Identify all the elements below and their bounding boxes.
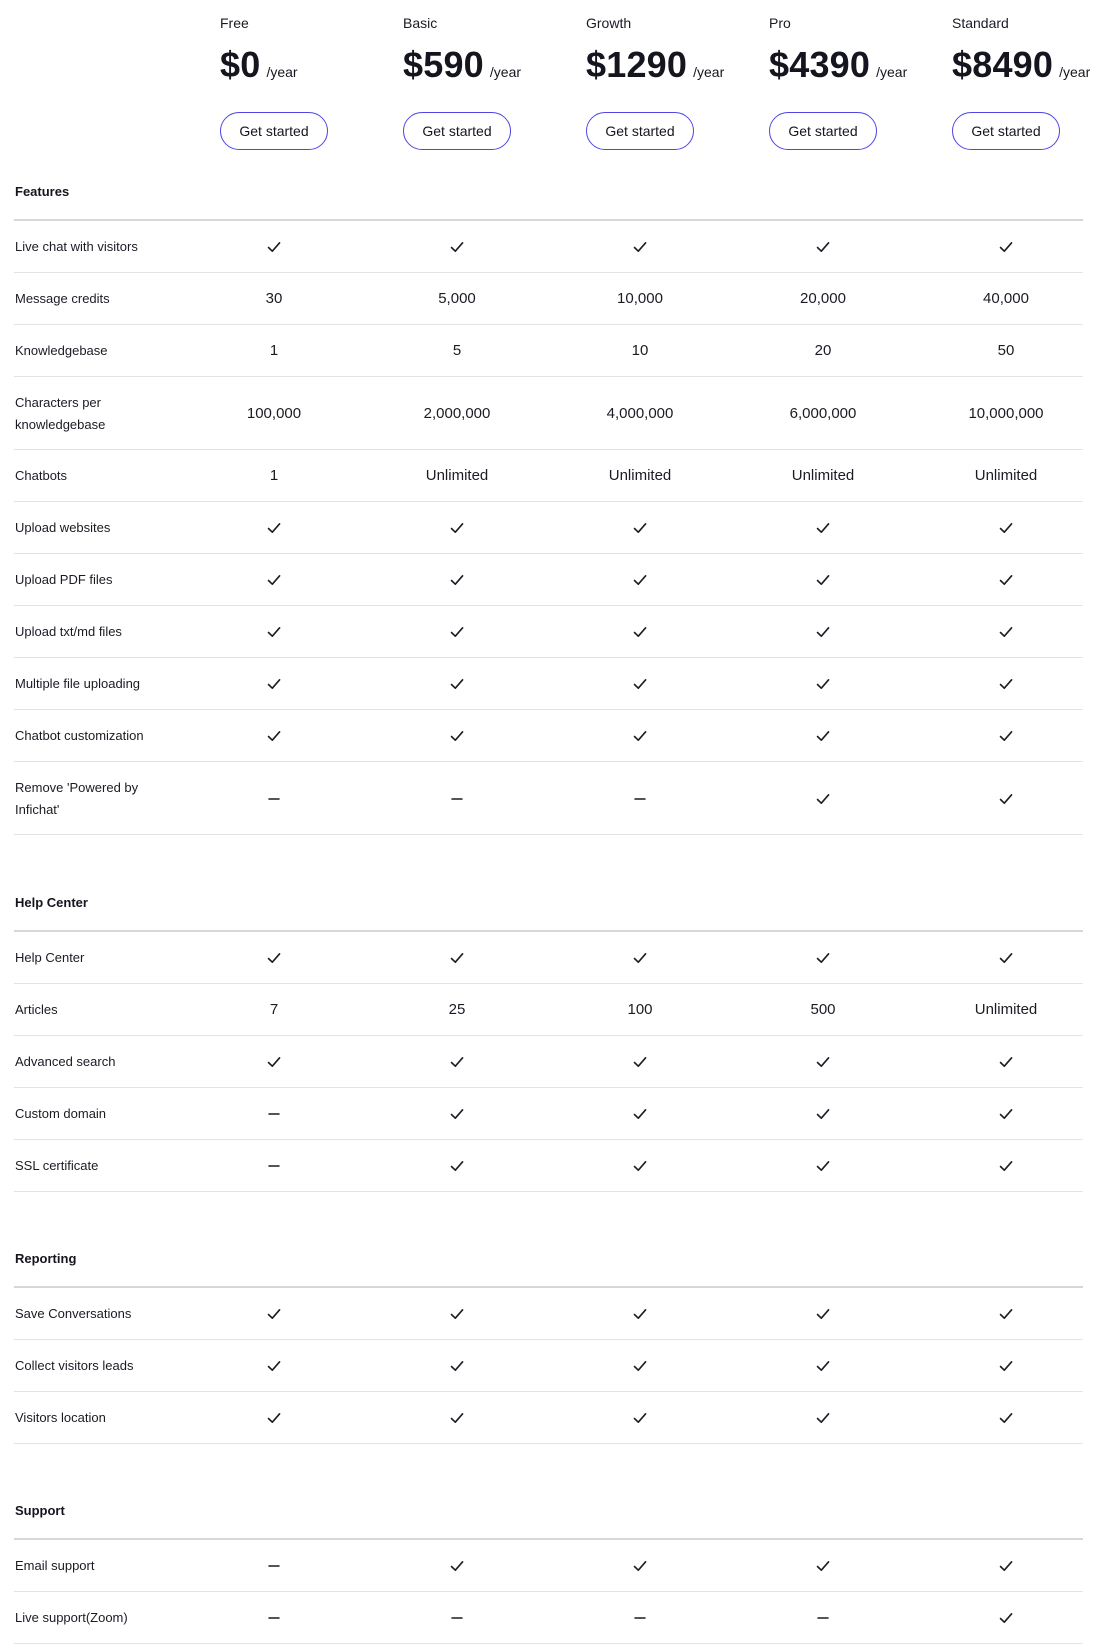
plan-basic <box>403 14 585 139</box>
plan-price: $1290 <box>586 44 688 85</box>
dash-icon <box>199 1158 349 1174</box>
feature-value: 10,000 <box>617 290 663 307</box>
row-divider <box>14 449 1083 450</box>
check-icon <box>931 1358 1081 1374</box>
row-divider <box>14 1191 1083 1192</box>
dash-icon <box>565 1610 715 1626</box>
feature-label: Remove 'Powered by Infichat' <box>15 779 139 817</box>
get-started-button-free[interactable]: Get started <box>220 112 328 150</box>
row-divider <box>14 501 1083 502</box>
check-icon <box>748 1106 898 1122</box>
check-icon <box>931 1158 1081 1174</box>
check-icon <box>748 791 898 807</box>
section-divider <box>14 930 1083 932</box>
feature-value: Unlimited <box>608 467 672 484</box>
check-icon <box>931 572 1081 588</box>
check-icon <box>565 1054 715 1070</box>
row-divider <box>14 1139 1083 1140</box>
row-divider <box>14 709 1083 710</box>
feature-value: Unlimited <box>791 467 855 484</box>
check-icon <box>565 728 715 744</box>
row-divider <box>14 1087 1083 1088</box>
check-icon <box>565 572 715 588</box>
feature-value: 100,000 <box>246 404 302 422</box>
feature-label: Advanced search <box>15 1054 116 1069</box>
plan-name: Growth <box>586 15 632 31</box>
feature-value: 2,000,000 <box>423 404 491 422</box>
feature-value: 10 <box>631 342 649 359</box>
check-icon <box>382 676 532 692</box>
check-icon <box>931 1054 1081 1070</box>
section-divider <box>14 1538 1083 1540</box>
check-icon <box>931 1306 1081 1322</box>
feature-value: 25 <box>448 1001 466 1018</box>
feature-value: 5,000 <box>438 290 476 307</box>
feature-value: Unlimited <box>974 1001 1038 1018</box>
plan-period: /year <box>489 64 522 80</box>
check-icon <box>382 1558 532 1574</box>
check-icon <box>931 239 1081 255</box>
dash-icon <box>199 791 349 807</box>
plan-price-row <box>403 44 585 88</box>
feature-label: Multiple file uploading <box>15 676 141 691</box>
check-icon <box>199 1410 349 1426</box>
feature-label: Email support <box>15 1558 95 1573</box>
check-icon <box>382 950 532 966</box>
plan-name: Pro <box>769 15 791 31</box>
check-icon <box>199 1306 349 1322</box>
row-divider <box>14 1391 1083 1392</box>
plan-price: $0 <box>220 44 261 85</box>
check-icon <box>748 239 898 255</box>
check-icon <box>199 572 349 588</box>
check-icon <box>748 1306 898 1322</box>
plan-price-row <box>769 44 951 88</box>
feature-label: Collect visitors leads <box>15 1358 134 1373</box>
dash-icon <box>382 1610 532 1626</box>
dash-icon <box>565 791 715 807</box>
check-icon <box>748 1358 898 1374</box>
feature-value: 4,000,000 <box>606 404 674 422</box>
feature-value: Unlimited <box>425 467 489 484</box>
feature-value: 40,000 <box>983 290 1029 307</box>
plan-name: Free <box>220 15 249 31</box>
get-started-button-standard[interactable]: Get started <box>952 112 1060 150</box>
feature-value: 50 <box>997 342 1015 359</box>
row-divider <box>14 324 1083 325</box>
check-icon <box>565 1158 715 1174</box>
plan-name: Basic <box>403 15 438 31</box>
dash-icon <box>199 1610 349 1626</box>
row-divider <box>14 1443 1083 1444</box>
check-icon <box>748 676 898 692</box>
check-icon <box>748 624 898 640</box>
check-icon <box>931 1558 1081 1574</box>
section-divider <box>14 219 1083 221</box>
row-divider <box>14 553 1083 554</box>
feature-label: Visitors location <box>15 1410 106 1425</box>
feature-value: 20,000 <box>800 290 846 307</box>
row-divider <box>14 272 1083 273</box>
plan-pro <box>769 14 951 139</box>
feature-label: Live chat with visitors <box>15 239 138 254</box>
check-icon <box>199 728 349 744</box>
feature-label: Chatbots <box>15 468 68 483</box>
row-divider <box>14 1035 1083 1036</box>
check-icon <box>199 624 349 640</box>
check-icon <box>931 728 1081 744</box>
check-icon <box>199 1054 349 1070</box>
check-icon <box>565 1410 715 1426</box>
dash-icon <box>382 791 532 807</box>
feature-value: 20 <box>814 342 832 359</box>
dash-icon <box>199 1106 349 1122</box>
check-icon <box>931 1106 1081 1122</box>
check-icon <box>931 791 1081 807</box>
check-icon <box>931 624 1081 640</box>
get-started-button-basic[interactable]: Get started <box>403 112 511 150</box>
check-icon <box>931 520 1081 536</box>
feature-label: Upload websites <box>15 520 111 535</box>
check-icon <box>382 728 532 744</box>
row-divider <box>14 834 1083 835</box>
feature-value: 30 <box>265 290 283 307</box>
plan-growth <box>586 14 768 139</box>
feature-value: 100 <box>627 1001 653 1018</box>
check-icon <box>565 676 715 692</box>
check-icon <box>382 1410 532 1426</box>
plan-price-row <box>586 44 768 88</box>
plan-name: Standard <box>952 15 1009 31</box>
check-icon <box>748 572 898 588</box>
row-divider <box>14 605 1083 606</box>
check-icon <box>199 520 349 536</box>
plan-price: $590 <box>403 44 484 85</box>
check-icon <box>748 950 898 966</box>
row-divider <box>14 761 1083 762</box>
feature-value: 6,000,000 <box>789 404 857 422</box>
get-started-button-growth[interactable]: Get started <box>586 112 694 150</box>
check-icon <box>382 1158 532 1174</box>
check-icon <box>565 1358 715 1374</box>
plan-period: /year <box>693 64 725 80</box>
check-icon <box>565 1106 715 1122</box>
check-icon <box>382 1054 532 1070</box>
feature-label: Upload txt/md files <box>15 624 122 639</box>
feature-value: 7 <box>269 1001 279 1018</box>
feature-label: Characters per knowledgebase <box>15 394 106 432</box>
check-icon <box>199 239 349 255</box>
check-icon <box>931 950 1081 966</box>
plan-period: /year <box>876 64 908 80</box>
check-icon <box>382 624 532 640</box>
check-icon <box>199 950 349 966</box>
section-divider <box>14 1286 1083 1288</box>
check-icon <box>382 520 532 536</box>
check-icon <box>382 239 532 255</box>
plan-period: /year <box>266 64 298 80</box>
feature-value: 1 <box>269 467 279 484</box>
row-divider <box>14 1591 1083 1592</box>
check-icon <box>565 239 715 255</box>
check-icon <box>748 1054 898 1070</box>
feature-label: Help Center <box>15 950 85 965</box>
feature-label: Custom domain <box>15 1106 107 1121</box>
feature-value: 5 <box>452 342 462 359</box>
feature-label: Knowledgebase <box>15 343 108 358</box>
feature-label: Message credits <box>15 291 110 306</box>
feature-label: Articles <box>15 1002 58 1017</box>
row-divider <box>14 657 1083 658</box>
feature-label: Upload PDF files <box>15 572 113 587</box>
row-divider <box>14 1643 1083 1644</box>
row-divider <box>14 1339 1083 1340</box>
feature-label: Save Conversations <box>15 1306 132 1321</box>
feature-value: 10,000,000 <box>968 404 1044 422</box>
plan-free <box>220 14 402 139</box>
check-icon <box>748 520 898 536</box>
check-icon <box>565 1558 715 1574</box>
plan-price: $4390 <box>769 44 871 85</box>
section-title-reporting: Reporting <box>15 1251 77 1266</box>
check-icon <box>748 1410 898 1426</box>
check-icon <box>382 1358 532 1374</box>
feature-label: Live support(Zoom) <box>15 1610 128 1625</box>
plan-price-row <box>952 44 1108 88</box>
row-divider <box>14 376 1083 377</box>
get-started-button-pro[interactable]: Get started <box>769 112 877 150</box>
check-icon <box>565 520 715 536</box>
check-icon <box>565 950 715 966</box>
dash-icon <box>199 1558 349 1574</box>
check-icon <box>931 1610 1081 1626</box>
check-icon <box>748 728 898 744</box>
feature-label: Chatbot customization <box>15 728 144 743</box>
check-icon <box>565 1306 715 1322</box>
plan-price-row <box>220 44 402 88</box>
section-title-support: Support <box>15 1503 65 1518</box>
dash-icon <box>748 1610 898 1626</box>
check-icon <box>565 624 715 640</box>
feature-value: Unlimited <box>974 467 1038 484</box>
check-icon <box>199 676 349 692</box>
row-divider <box>14 983 1083 984</box>
check-icon <box>748 1558 898 1574</box>
section-title-features: Features <box>15 184 70 199</box>
check-icon <box>199 1358 349 1374</box>
check-icon <box>382 572 532 588</box>
check-icon <box>382 1106 532 1122</box>
feature-label: SSL certificate <box>15 1158 99 1173</box>
plan-period: /year <box>1059 64 1091 80</box>
feature-value: 1 <box>269 342 279 359</box>
section-title-help-center: Help Center <box>15 895 88 910</box>
check-icon <box>931 676 1081 692</box>
check-icon <box>931 1410 1081 1426</box>
feature-value: 500 <box>810 1001 836 1018</box>
plan-standard <box>952 14 1108 139</box>
check-icon <box>382 1306 532 1322</box>
check-icon <box>748 1158 898 1174</box>
plan-price: $8490 <box>952 44 1054 85</box>
